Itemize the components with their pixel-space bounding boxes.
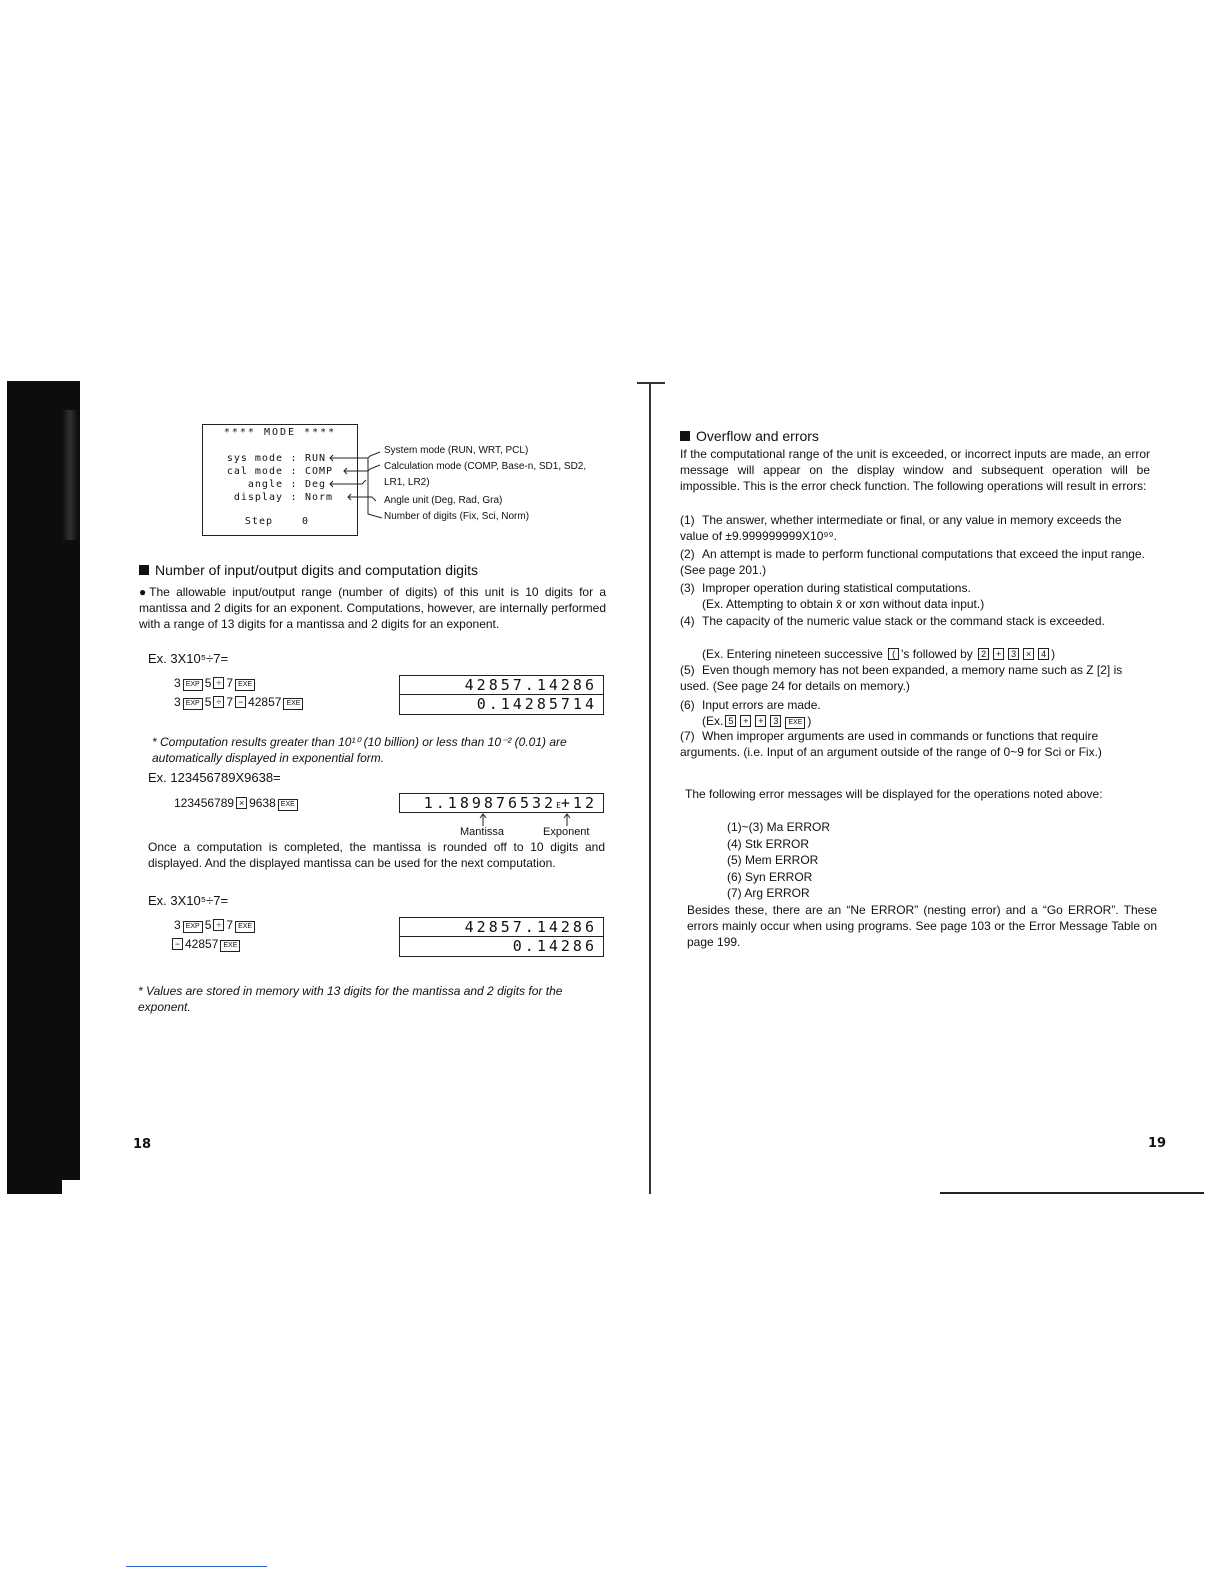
mode-row-sys: sys mode : RUN bbox=[207, 453, 326, 464]
binding-notch bbox=[62, 1180, 84, 1194]
item-number: (3) bbox=[680, 581, 695, 595]
mode-value: Norm bbox=[305, 492, 334, 503]
key-digits: 123456789 bbox=[174, 796, 235, 810]
item-text: Input errors are made. bbox=[702, 698, 821, 712]
key-digit: 7 bbox=[226, 676, 234, 690]
item-number: (2) bbox=[680, 547, 695, 561]
lcd-display-3a: 42857.14286 bbox=[399, 917, 604, 937]
times-key: × bbox=[236, 797, 247, 809]
item-text: Even though memory has not been expanded, a memory name such as Z [2] is used. (See page 24 for details on memory.) bbox=[680, 663, 1123, 693]
example3-keys2 bbox=[170, 937, 242, 952]
annotation-angle-unit: Angle unit (Deg, Rad, Gra) bbox=[384, 495, 503, 506]
bottom-rule bbox=[940, 1192, 1204, 1194]
key-digit: 5 bbox=[204, 918, 212, 932]
key-digit: 7 bbox=[226, 918, 234, 932]
example1-keys1 bbox=[174, 676, 257, 691]
plus-key: + bbox=[755, 715, 766, 727]
item-text: The answer, whether intermediate or final, or any value in memory exceeds the value of ±9.999999999X10⁹⁹. bbox=[680, 513, 1122, 543]
error-message-ma: (1)~(3) Ma ERROR bbox=[727, 820, 831, 834]
exe-key: EXE bbox=[283, 698, 303, 710]
exe-key: EXE bbox=[220, 940, 240, 952]
item-number: (5) bbox=[680, 663, 695, 677]
error-item-4 bbox=[680, 613, 1150, 629]
center-fold-tick bbox=[637, 382, 665, 384]
example-text: 's followed by bbox=[901, 647, 973, 661]
example3-keys1 bbox=[174, 918, 257, 933]
lcd-exponent-marker: E bbox=[556, 801, 561, 810]
key-digit: 3 bbox=[174, 676, 181, 690]
open-paren-key: ( bbox=[888, 648, 899, 660]
key-digit: 5 bbox=[204, 676, 212, 690]
key-digit: 42857 bbox=[185, 937, 219, 951]
annotation-calc-mode-cont: LR1, LR2) bbox=[384, 477, 430, 488]
error-item-6 bbox=[680, 697, 1150, 713]
heading-text: Overflow and errors bbox=[696, 428, 819, 444]
mantissa-label: Mantissa bbox=[460, 826, 505, 838]
exp-key: EXP bbox=[183, 679, 203, 691]
example-text: ) bbox=[807, 714, 812, 728]
heading-text: Number of input/output digits and computation digits bbox=[155, 562, 478, 578]
error-message-arg: (7) Arg ERROR bbox=[727, 886, 810, 900]
error-item-4-example bbox=[680, 646, 1055, 662]
error-message-stk: (4) Stk ERROR bbox=[727, 837, 810, 851]
error-item-1 bbox=[680, 512, 1150, 544]
item-number: (4) bbox=[680, 614, 695, 628]
example1-label: Ex. 3X10⁵÷7= bbox=[148, 651, 229, 666]
item-text: An attempt is made to perform functional computations that exceed the input range. (See page 201.) bbox=[680, 547, 1145, 577]
digit-key: 5 bbox=[725, 715, 736, 727]
center-fold-line bbox=[649, 384, 651, 1194]
error-item-2 bbox=[680, 546, 1150, 578]
annotation-digits: Number of digits (Fix, Sci, Norm) bbox=[384, 511, 530, 522]
item-number: (6) bbox=[680, 698, 695, 712]
mode-label: cal mode bbox=[226, 466, 283, 477]
key-digit: 3 bbox=[174, 695, 181, 709]
exe-key: EXE bbox=[235, 921, 255, 933]
mode-step-label: Step bbox=[244, 516, 273, 527]
mode-title: **** MODE **** bbox=[223, 427, 337, 438]
plus-key: + bbox=[993, 648, 1004, 660]
note-exponential-form: * Computation results greater than 10¹⁰ (10 billion) or less than 10⁻² (0.01) are automatically displayed in exponential form. bbox=[152, 735, 567, 765]
key-digits: 9638 bbox=[249, 796, 276, 810]
heading-bullet-icon bbox=[139, 565, 149, 575]
minus-key: − bbox=[235, 696, 246, 708]
example1-keys2 bbox=[174, 695, 305, 710]
note-memory-digits: * Values are stored in memory with 13 digits for the mantissa and 2 digits for the exponent. bbox=[138, 984, 563, 1014]
lcd-display-1a: 42857.14286 bbox=[399, 675, 604, 695]
mode-row-display: display : Norm bbox=[207, 492, 333, 503]
key-digit: 5 bbox=[204, 695, 212, 709]
example2-keys bbox=[174, 796, 300, 811]
binding-highlight bbox=[62, 410, 78, 540]
error-item-5 bbox=[680, 662, 1150, 694]
minus-key: − bbox=[172, 938, 183, 950]
intro-paragraph bbox=[139, 584, 606, 632]
digit-key: 3 bbox=[1008, 648, 1019, 660]
section-heading-digits bbox=[139, 562, 478, 578]
key-digit: 7 bbox=[226, 695, 234, 709]
example-text: ) bbox=[1051, 647, 1056, 661]
lcd-mantissa: 1.189876532 bbox=[423, 794, 557, 812]
error-item-7 bbox=[680, 728, 1150, 760]
key-digit: 3 bbox=[174, 918, 181, 932]
mode-value: COMP bbox=[305, 466, 334, 477]
heading-bullet-icon bbox=[680, 431, 690, 441]
lcd-display-3b: 0.14286 bbox=[399, 937, 604, 957]
error-item-3-example: (Ex. Attempting to obtain x̄ or xσn without data input.) bbox=[702, 597, 985, 611]
lcd-display-2 bbox=[399, 793, 604, 813]
digit-key: 2 bbox=[978, 648, 989, 660]
error-message-mem: (5) Mem ERROR bbox=[727, 853, 819, 867]
error-message-syn: (6) Syn ERROR bbox=[727, 870, 813, 884]
exp-key: EXP bbox=[183, 921, 203, 933]
page-number-left: 18 bbox=[133, 1137, 152, 1152]
item-number: (7) bbox=[680, 729, 695, 743]
bullet-icon: ● bbox=[139, 585, 150, 599]
mode-value: RUN bbox=[305, 453, 327, 464]
mode-arrows bbox=[300, 448, 390, 528]
example3-label: Ex. 3X10⁵÷7= bbox=[148, 893, 229, 908]
annotation-calc-mode: Calculation mode (COMP, Base-n, SD1, SD2, bbox=[384, 461, 587, 472]
item-text: Improper operation during statistical computations. bbox=[702, 581, 971, 595]
mode-step-value: 0 bbox=[301, 516, 309, 527]
error-item-6-example bbox=[680, 713, 811, 729]
times-key: × bbox=[1023, 648, 1034, 660]
item-text: The capacity of the numeric value stack or the command stack is exceeded. bbox=[702, 614, 1105, 628]
exe-key: EXE bbox=[785, 717, 805, 729]
divide-key: ÷ bbox=[213, 696, 224, 708]
page-number-right: 19 bbox=[1148, 1136, 1167, 1151]
item-text: When improper arguments are used in commands or functions that require arguments. (i.e. Input of an argument outside of the range of 0~9 for Sci or Fix.) bbox=[680, 729, 1102, 759]
divide-key: ÷ bbox=[213, 919, 224, 931]
errors-intro: If the computational range of the unit is exceeded, or incorrect inputs are made, an error message will appear on the display window and subsequent operation will be impossible. This is the error check function. The following operations will result in errors: bbox=[680, 447, 1150, 493]
rounding-paragraph: Once a computation is completed, the mantissa is rounded off to 10 digits and displayed. And the displayed mantissa can be used for the next computation. bbox=[148, 840, 605, 870]
plus-key: + bbox=[740, 715, 751, 727]
error-item-3 bbox=[680, 580, 1150, 596]
key-digit: 42857 bbox=[248, 695, 282, 709]
digit-key: 3 bbox=[770, 715, 781, 727]
following-errors-paragraph: The following error messages will be displayed for the operations noted above: bbox=[685, 787, 1103, 801]
exponent-label: Exponent bbox=[543, 826, 590, 838]
intro-text: The allowable input/output range (number of digits) of this unit is 10 digits for a mantissa and 2 digits for an exponent. Computations, however, are internally performed with a range of 13 digits for a mantissa and 2 digits for an exponent. bbox=[139, 585, 607, 631]
lcd-exponent: +12 bbox=[560, 794, 597, 812]
mode-label: sys mode bbox=[226, 453, 283, 464]
example-text: (Ex. Entering nineteen successive bbox=[702, 647, 883, 661]
closing-paragraph: Besides these, there are an “Ne ERROR” (nesting error) and a “Go ERROR”. These errors mainly occur when using programs. See page 103 or the Error Message Table on page 199. bbox=[687, 903, 1157, 949]
bottom-link-line bbox=[126, 1566, 267, 1567]
mode-value: Deg bbox=[305, 479, 327, 490]
mode-label: display bbox=[233, 492, 283, 503]
lcd-display-1b: 0.14285714 bbox=[399, 695, 604, 715]
digit-key: 4 bbox=[1038, 648, 1049, 660]
exp-key: EXP bbox=[183, 698, 203, 710]
section-heading-errors bbox=[680, 428, 819, 444]
exe-key: EXE bbox=[235, 679, 255, 691]
mode-row-angle: angle : Deg bbox=[207, 479, 326, 490]
item-number: (1) bbox=[680, 513, 695, 527]
annotation-system-mode: System mode (RUN, WRT, PCL) bbox=[384, 445, 529, 456]
example2-label: Ex. 123456789X9638= bbox=[148, 770, 281, 785]
mode-row-cal: cal mode : COMP bbox=[207, 466, 333, 477]
exe-key: EXE bbox=[278, 799, 298, 811]
example-text: (Ex. bbox=[702, 714, 724, 728]
divide-key: ÷ bbox=[213, 677, 224, 689]
mode-label: angle bbox=[247, 479, 283, 490]
